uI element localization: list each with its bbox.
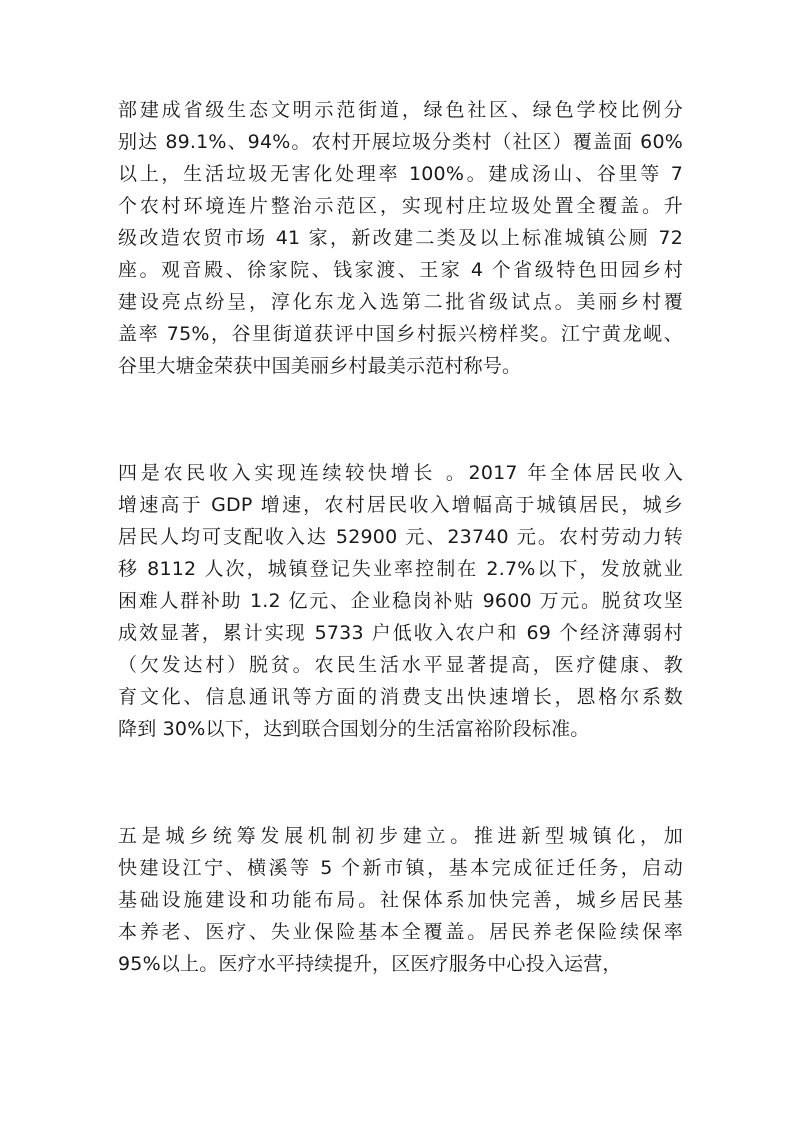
- text-line: 移 8112 人次，城镇登记失业率控制在 2.7%以下，发放就业: [118, 558, 683, 580]
- text-line: 部建成省级生态文明示范街道，绿色社区、绿色学校比例分: [118, 99, 683, 121]
- text-line: 快建设江宁、横溪等 5 个新市镇，基本完成征迁任务，启动: [118, 857, 683, 879]
- text-line: （欠发达村）脱贫。农民生活水平显著提高，医疗健康、教: [118, 654, 683, 676]
- text-line: 级改造农贸市场 41 家，新改建二类及以上标准城镇公厕 72: [118, 227, 683, 249]
- text-line: 个农村环境连片整治示范区，实现村庄垃圾处置全覆盖。升: [118, 195, 683, 217]
- text-line: 四是农民收入实现连续较快增长 。2017 年全体居民收入: [118, 462, 683, 484]
- text-line: 95%以上。医疗水平持续提升，区医疗服务中心投入运营，: [118, 953, 622, 975]
- paragraph-ecology: [118, 94, 683, 382]
- paragraph-urban-rural: [118, 820, 683, 980]
- text-line: 建设亮点纷呈，淳化东龙入选第二批省级试点。美丽乡村覆: [118, 291, 683, 313]
- text-line: 居民人均可支配收入达 52900 元、23740 元。农村劳动力转: [118, 526, 683, 548]
- text-line: 别达 89.1%、94%。农村开展垃圾分类村（社区）覆盖面 60%: [118, 131, 683, 153]
- text-line: 降到 30%以下，达到联合国划分的生活富裕阶段标准。: [118, 718, 590, 740]
- text-line: 本养老、医疗、失业保险基本全覆盖。居民养老保险续保率: [118, 921, 683, 943]
- text-line: 成效显著，累计实现 5733 户低收入农户和 69 个经济薄弱村: [118, 622, 683, 644]
- text-line: 增速高于 GDP 增速，农村居民收入增幅高于城镇居民，城乡: [118, 494, 683, 516]
- text-line: 盖率 75%，谷里街道获评中国乡村振兴榜样奖。江宁黄龙岘、: [118, 323, 683, 345]
- text-line: 基础设施建设和功能布局。社保体系加快完善，城乡居民基: [118, 889, 683, 911]
- text-line: 五是城乡统筹发展机制初步建立。推进新型城镇化，加: [118, 825, 683, 847]
- text-line: 育文化、信息通讯等方面的消费支出快速增长，恩格尔系数: [118, 686, 683, 708]
- text-line: 座。观音殿、徐家院、钱家渡、王家 4 个省级特色田园乡村: [118, 259, 683, 281]
- text-line: 谷里大塘金荣获中国美丽乡村最美示范村称号。: [118, 355, 522, 377]
- text-line: 以上，生活垃圾无害化处理率 100%。建成汤山、谷里等 7: [118, 163, 683, 185]
- text-line: 困难人群补助 1.2 亿元、企业稳岗补贴 9600 万元。脱贫攻坚: [118, 590, 683, 612]
- paragraph-farmer-income: [118, 457, 683, 745]
